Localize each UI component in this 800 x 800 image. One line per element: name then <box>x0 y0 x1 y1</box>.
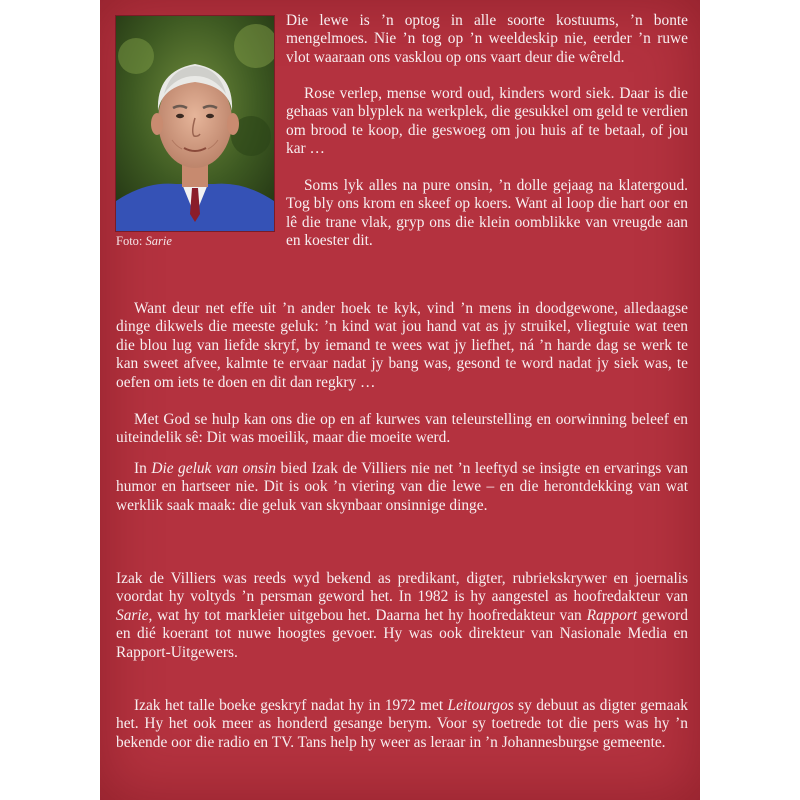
photo-caption-prefix: Foto: <box>116 234 146 248</box>
blurb-p6-end: bied Izak de Villiers nie net ’n leeftyd se insigte en ervarings van humor en hartseer nie. Dit is ook ’n viering van die lewe – en die herontdekking van wat werklik saak maak: die geluk van skynbaar onsinnige dinge. <box>116 460 689 514</box>
author-bio-paragraph-1 <box>116 570 688 662</box>
blurb-p6-start: In <box>134 460 152 477</box>
bio-p1-a: Izak de Villiers was reeds wyd bekend as predikant, digter, rubriekskrywer en joernalis voordat hy voltyds ’n persman geword het. In 1982 is hy aangestel as hoofredakteur van <box>116 570 688 606</box>
magazine-sarie: Sarie <box>116 606 149 624</box>
bio-p2-b: sy debuut as digter gemaak het. Hy het ook meer as honderd gesange berym. Voor sy toetrede tot die pers was hy ’n bekende oor die radio en TV. Tans help hy weer as leraar in ’n Johannesburgse gemeente. <box>116 697 688 751</box>
blurb-paragraph-1: Die lewe is ’n optog in alle soorte kostuums, ’n bonte mengelmoes. Nie ’n tog op ’n weeldeskip nie, eerder ’n ruwe vlot waaraan ons vasklou op ons vaart deur die wêreld. <box>286 12 688 66</box>
author-portrait-image <box>115 15 275 232</box>
blurb-paragraph-5: Met God se hulp kan ons die op en af kurwes van teleurstelling en oorwinning beleef en uiteindelik sê: Dit was moeilik, maar die moeite werd. <box>116 411 688 447</box>
debut-title: Leitourgos <box>447 697 514 714</box>
blurb-paragraph-2: Rose verlep, mense word oud, kinders word siek. Daar is die gehaas van blyplek na werkplek, die gesukkel om geld te verdien om brood te koop, die geswoeg om jou huis af te betaal, of jou kar … <box>286 85 688 158</box>
blurb-paragraph-4: Want deur net effe uit ’n ander hoek te kyk, vind ’n mens in doodgewone, alledaagse dinge dikwels die meeste geluk: ’n kind wat jou hand vat as jy struikel, vliegtuie wat teen die blou lug van liefde skryf, by iemand te wees wat jy liefhet, ná ’n harde dag se werk te kan sweet afvee, kalmte te ervaar nadat jy bang was, gesond te word nadat jy siek was, te oefen om iets te doen en dit dan regkry … <box>116 300 688 391</box>
author-bio-paragraph-2 <box>116 697 688 752</box>
newspaper-rapport: Rapport <box>586 606 638 624</box>
bio-p2-a: Izak het talle boeke geskryf nadat hy in 1972 met <box>134 697 448 714</box>
author-photo <box>115 15 273 230</box>
blurb-paragraph-3: Soms lyk alles na pure onsin, ’n dolle gejaag na klatergoud. Tog bly ons krom en skeef op koers. Want al loop die hart oor en lê die trane vlak, gryp ons die klein oomblikke van vreugde aan en koester dit. <box>286 177 688 250</box>
photo-caption-source: Sarie <box>145 234 172 248</box>
blurb-paragraph-6 <box>116 460 688 515</box>
book-title: Die geluk van onsin <box>151 460 276 477</box>
bio-p1-b: , wat hy tot markleier uitgebou het. Daarna het hy hoofredakteur van <box>148 606 587 624</box>
photo-caption <box>116 234 172 249</box>
bio-p1-c: geword en dié koerant tot nuwe hoogtes gevoer. Hy was ook direkteur van Nasionale Media en Rapport-Uitgewers. <box>116 606 688 661</box>
book-back-cover <box>100 0 700 800</box>
